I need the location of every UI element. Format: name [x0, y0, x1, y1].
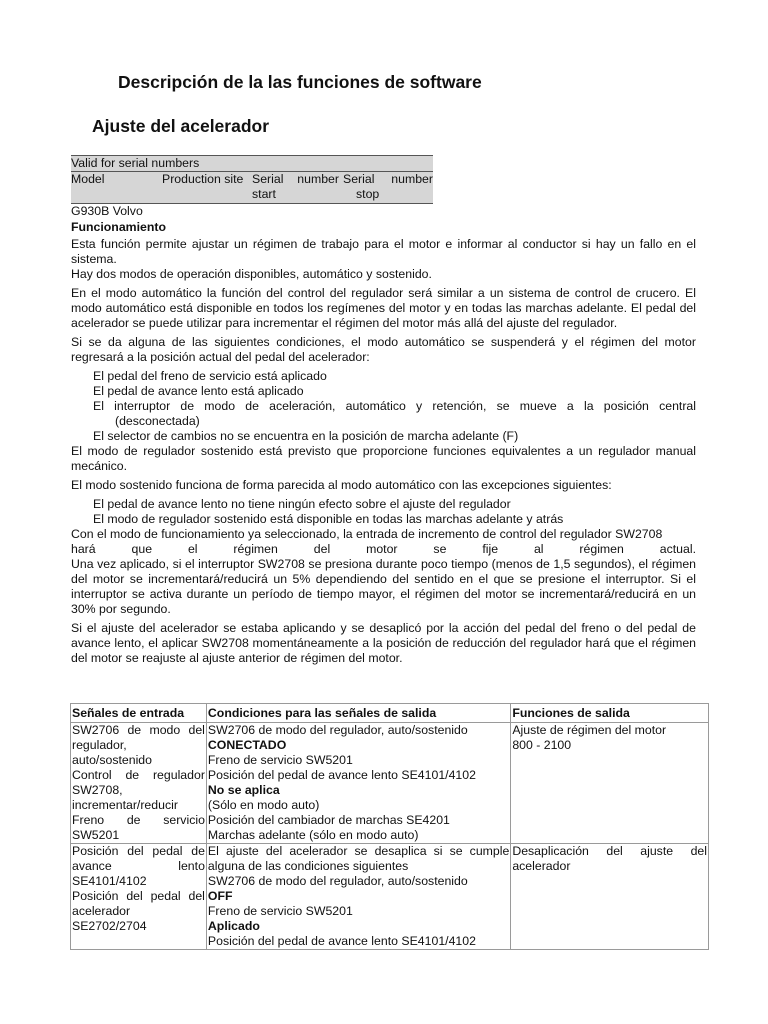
list-item: El interruptor de modo de aceleración, automático y retención, se mueve a la posición central (desconectada) — [93, 399, 696, 428]
model-line: G930B Volvo — [71, 204, 143, 218]
list-item: El pedal del freno de servicio está aplicado — [93, 369, 327, 383]
col-serial-start: Serial number start — [252, 172, 343, 204]
paragraph: Si el ajuste del acelerador se estaba aplicando y se desaplicó por la acción del pedal del freno o del pedal de avance lento, el aplicar SW2708 momentáneamente a la posición de reducción del regulador hará que el régimen del motor se reajuste al ajuste anterior de régimen del motor. — [71, 621, 696, 665]
header-input-signals: Señales de entrada — [71, 704, 207, 723]
serial-table-header: Valid for serial numbers — [71, 156, 433, 172]
body-text — [71, 204, 696, 666]
io-signals-table — [70, 703, 709, 950]
paragraph: Hay dos modos de operación disponibles, automático y sostenido. — [71, 267, 432, 281]
conditions-cell: El ajuste del acelerador se desaplica si se cumple alguna de las condiciones siguientes SW2706 de modo del regulador, auto/sostenido OFF Freno de servicio SW5201 Aplicado Posición del pedal de avance lento SE4101/4102 — [207, 844, 510, 948]
paragraph: El modo de regulador sostenido está previsto que proporcione funciones equivalentes a un regulador manual mecánico. — [71, 444, 696, 473]
section-title: Ajuste del acelerador — [92, 116, 270, 136]
table-row — [71, 723, 709, 844]
funcionamiento-heading: Funcionamiento — [71, 220, 166, 234]
header-output-functions: Funciones de salida — [511, 704, 709, 723]
col-serial-stop: Serial number stop — [343, 172, 433, 204]
list-item: El selector de cambios no se encuentra en la posición de marcha adelante (F) — [93, 429, 519, 443]
input-signals-cell: SW2706 de modo del regulador, auto/sostenido Control de regulador SW2708, incrementar/reducir Freno de servicio SW5201 — [72, 723, 205, 842]
list-item: El modo de regulador sostenido está disponible en todas las marchas adelante y atrás — [93, 512, 564, 526]
col-production-site: Production site — [162, 172, 252, 204]
paragraph: El modo sostenido funciona de forma parecida al modo automático con las excepciones siguientes: — [71, 478, 612, 492]
output-functions-cell: Desaplicación del ajuste del acelerador — [511, 844, 709, 950]
paragraph: Con el modo de funcionamiento ya seleccionado, la entrada de incremento de control del regulador SW2708 — [71, 527, 663, 541]
col-model: Model — [71, 172, 162, 204]
header-output-conditions: Condiciones para las señales de salida — [206, 704, 510, 723]
paragraph: Una vez aplicado, si el interruptor SW2708 se presiona durante poco tiempo (menos de 1,5 segundos), el régimen del motor se incrementará/reducirá un 5% dependiendo del sentido en el que se presione el interruptor. Si el interruptor se activa durante un período de tiempo mayor, el régimen del motor se incrementará/reducirá en un 30% por segundo. — [71, 557, 696, 616]
list-item: El pedal de avance lento no tiene ningún efecto sobre el ajuste del regulador — [93, 497, 511, 511]
paragraph: Esta función permite ajustar un régimen de trabajo para el motor e informar al conductor si hay un fallo en el sistema. — [71, 237, 696, 266]
output-functions-cell: Ajuste de régimen del motor 800 - 2100 — [511, 723, 709, 844]
table-row — [71, 844, 709, 950]
list-item: El pedal de avance lento está aplicado — [93, 384, 304, 398]
input-signals-cell: Posición del pedal de avance lento SE4101/4102 Posición del pedal del acelerador SE2702/2704 — [71, 844, 207, 950]
conditions-cell: SW2706 de modo del regulador, auto/sostenido CONECTADO Freno de servicio SW5201 Posición del pedal de avance lento SE4101/4102 No se aplica (Sólo en modo auto) Posición del cambiador de marchas SE4201 Marchas adelante (sólo en modo auto) — [206, 723, 510, 844]
table-header-row — [71, 704, 709, 723]
paragraph: En el modo automático la función del control del regulador será similar a un sistema de control de crucero. El modo automático está disponible en todos los regímenes del motor y en todas las marchas adelante. El pedal del acelerador se puede utilizar para incrementar el régimen del motor más allá del ajuste del regulador. — [71, 286, 696, 330]
document-title: Descripción de la las funciones de software — [118, 72, 482, 92]
paragraph: hará que el régimen del motor se fije al régimen actual. — [71, 542, 696, 556]
paragraph: Si se da alguna de las siguientes condiciones, el modo automático se suspenderá y el régimen del motor regresará a la posición actual del pedal del acelerador: — [71, 335, 696, 364]
serial-numbers-table — [71, 155, 433, 204]
